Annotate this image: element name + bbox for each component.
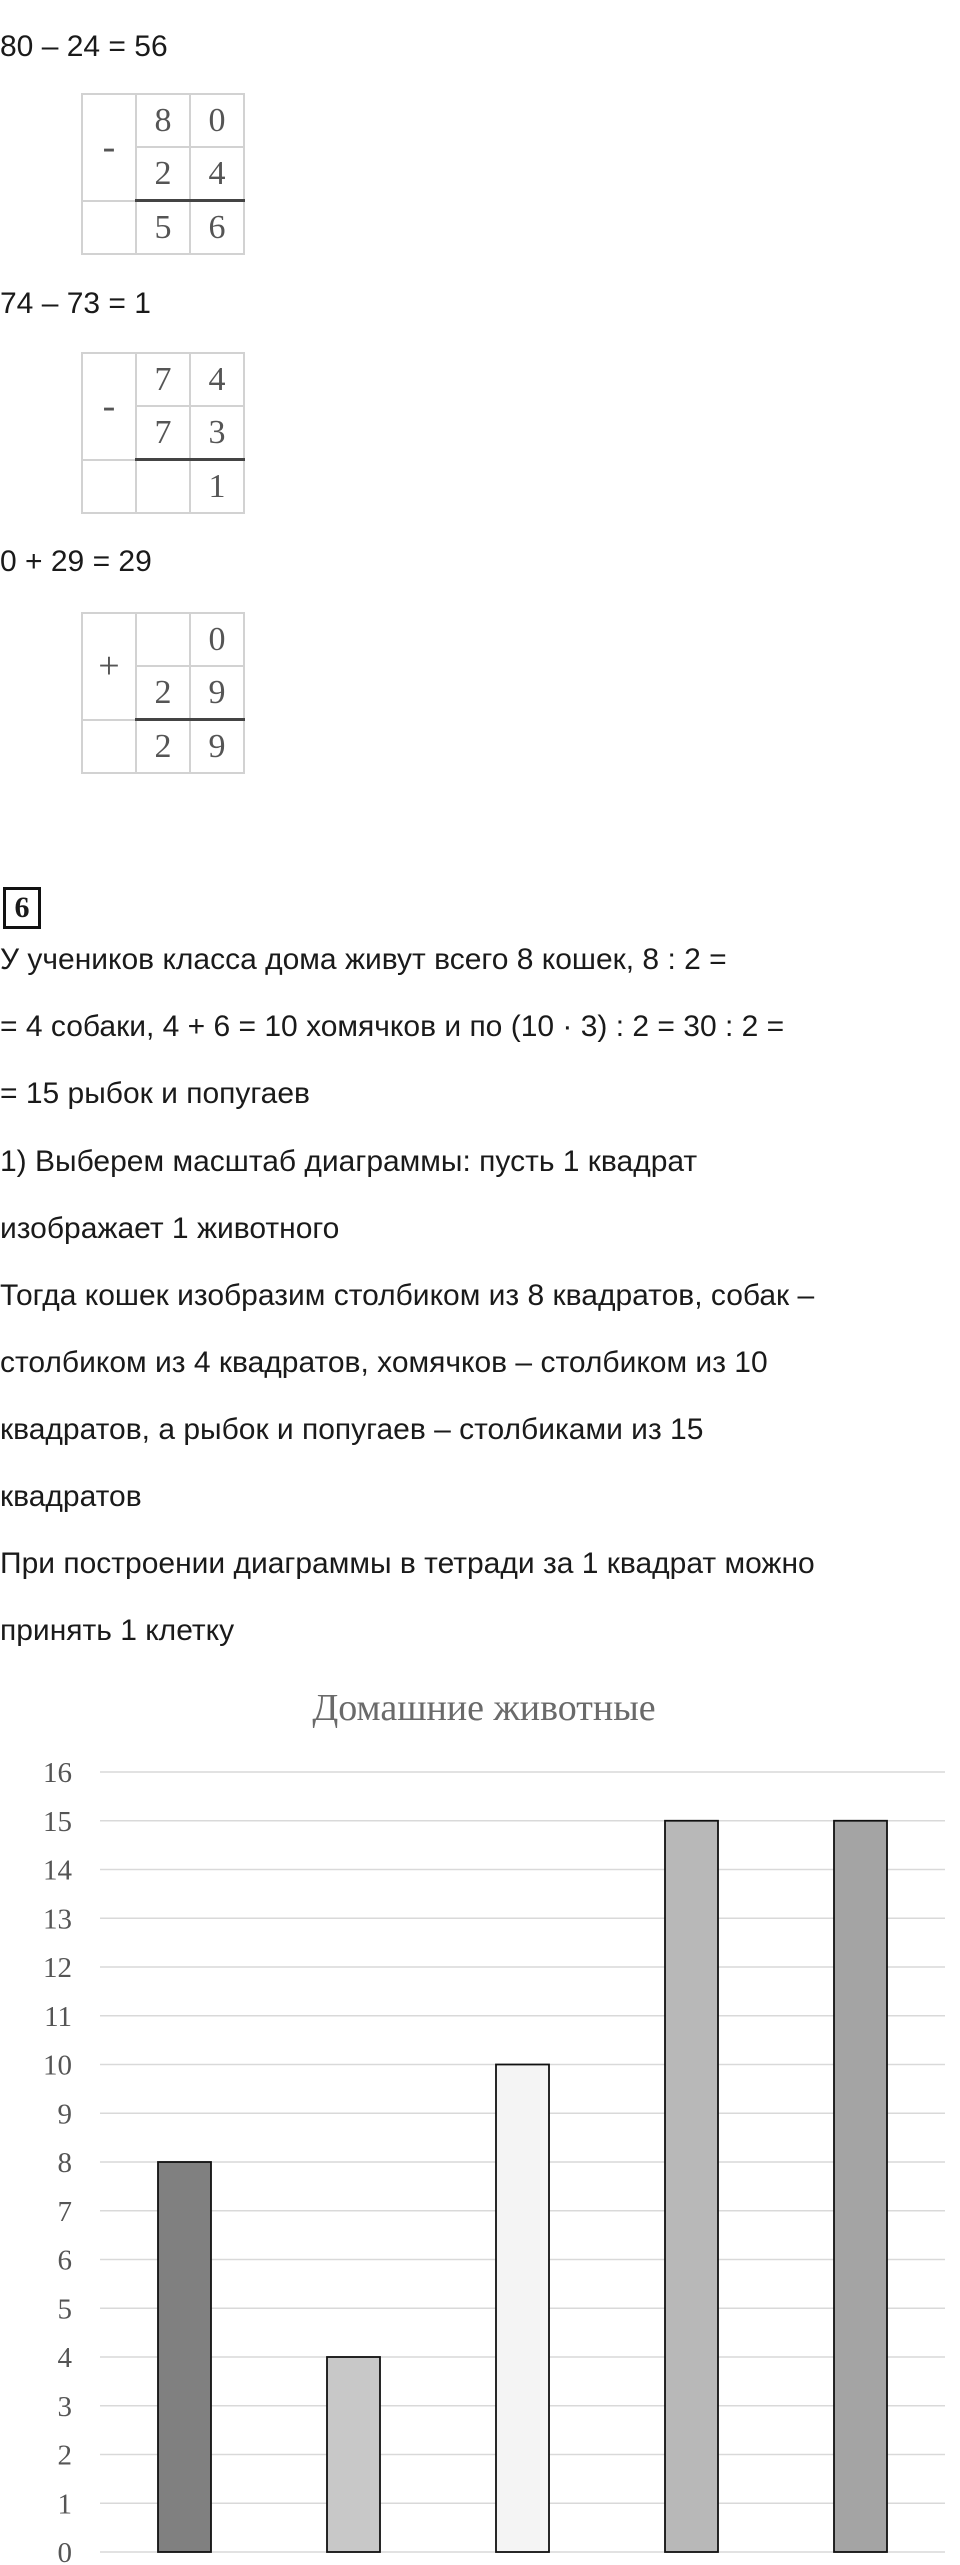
- y-tick-label: 13: [43, 1903, 72, 1936]
- digit: 2: [136, 147, 190, 201]
- digit: 5: [136, 201, 190, 255]
- y-tick-label: 15: [43, 1805, 72, 1838]
- digit: 7: [136, 406, 190, 460]
- task-text-line: принять 1 клетку: [0, 1614, 235, 1647]
- digit: 9: [190, 720, 244, 774]
- empty-cell: [82, 460, 136, 514]
- task-text-line: столбиком из 4 квадратов, хомячков – столбиком из 10: [0, 1346, 768, 1379]
- task-text-line: При построении диаграммы в тетради за 1 квадрат можно: [0, 1547, 815, 1580]
- digit: [136, 460, 190, 514]
- digit: 0: [190, 94, 244, 147]
- task-text-line: Тогда кошек изобразим столбиком из 8 квадратов, собак –: [0, 1279, 815, 1312]
- task-text-line: квадратов, а рыбок и попугаев – столбиками из 15: [0, 1413, 704, 1446]
- digit: 3: [190, 406, 244, 460]
- digit: 4: [190, 147, 244, 201]
- empty-cell: [82, 720, 136, 774]
- digit: 7: [136, 353, 190, 406]
- equation-2: 74 – 73 = 1: [0, 287, 151, 320]
- y-tick-label: 5: [57, 2293, 72, 2326]
- digit: [136, 613, 190, 666]
- digit: 2: [136, 720, 190, 774]
- task-number: 6: [3, 887, 41, 929]
- empty-cell: [82, 201, 136, 255]
- digit: 0: [190, 613, 244, 666]
- digit: 1: [190, 460, 244, 514]
- op-sign: -: [82, 353, 136, 460]
- task-text-line: изображает 1 животного: [0, 1212, 340, 1245]
- y-tick-label: 11: [44, 2000, 72, 2033]
- y-tick-label: 8: [57, 2147, 72, 2179]
- y-tick-label: 9: [57, 2098, 72, 2131]
- bar: [834, 1821, 887, 2552]
- task-text-line: = 15 рыбок и попугаев: [0, 1077, 310, 1110]
- task-text-line: = 4 собаки, 4 + 6 = 10 хомячков и по (10 · 3) : 2 = 30 : 2 =: [0, 1010, 785, 1043]
- y-tick-label: 1: [57, 2488, 72, 2521]
- column-calc-3: [81, 612, 245, 774]
- chart-title: Домашние животные: [312, 1687, 656, 1729]
- digit: 9: [190, 666, 244, 720]
- y-tick-label: 4: [57, 2342, 72, 2374]
- equation-1: 80 – 24 = 56: [0, 30, 168, 63]
- y-tick-label: 16: [43, 1757, 72, 1789]
- task-text-line: У учеников класса дома живут всего 8 кошек, 8 : 2 =: [0, 943, 727, 976]
- task-text-line: квадратов: [0, 1480, 142, 1513]
- bar: [327, 2357, 380, 2552]
- column-calc-1: [81, 93, 245, 255]
- column-calc-2: [81, 352, 245, 514]
- y-tick-label: 0: [57, 2537, 72, 2565]
- y-tick-label: 12: [43, 1952, 72, 1984]
- digit: 8: [136, 94, 190, 147]
- bar-chart: [0, 1675, 960, 2565]
- bar: [665, 1821, 718, 2552]
- op-sign: +: [82, 613, 136, 720]
- digit: 4: [190, 353, 244, 406]
- op-sign: -: [82, 94, 136, 201]
- y-tick-label: 6: [57, 2244, 72, 2277]
- bar: [496, 2065, 549, 2553]
- y-tick-label: 14: [43, 1854, 72, 1887]
- y-tick-label: 2: [57, 2439, 72, 2472]
- digit: 2: [136, 666, 190, 720]
- y-tick-label: 7: [57, 2195, 72, 2228]
- bar: [158, 2162, 211, 2552]
- equation-3: 0 + 29 = 29: [0, 545, 152, 578]
- digit: 6: [190, 201, 244, 255]
- y-tick-label: 3: [57, 2390, 72, 2423]
- task-text-line: 1) Выберем масштаб диаграммы: пусть 1 квадрат: [0, 1145, 698, 1178]
- y-tick-label: 10: [43, 2049, 72, 2082]
